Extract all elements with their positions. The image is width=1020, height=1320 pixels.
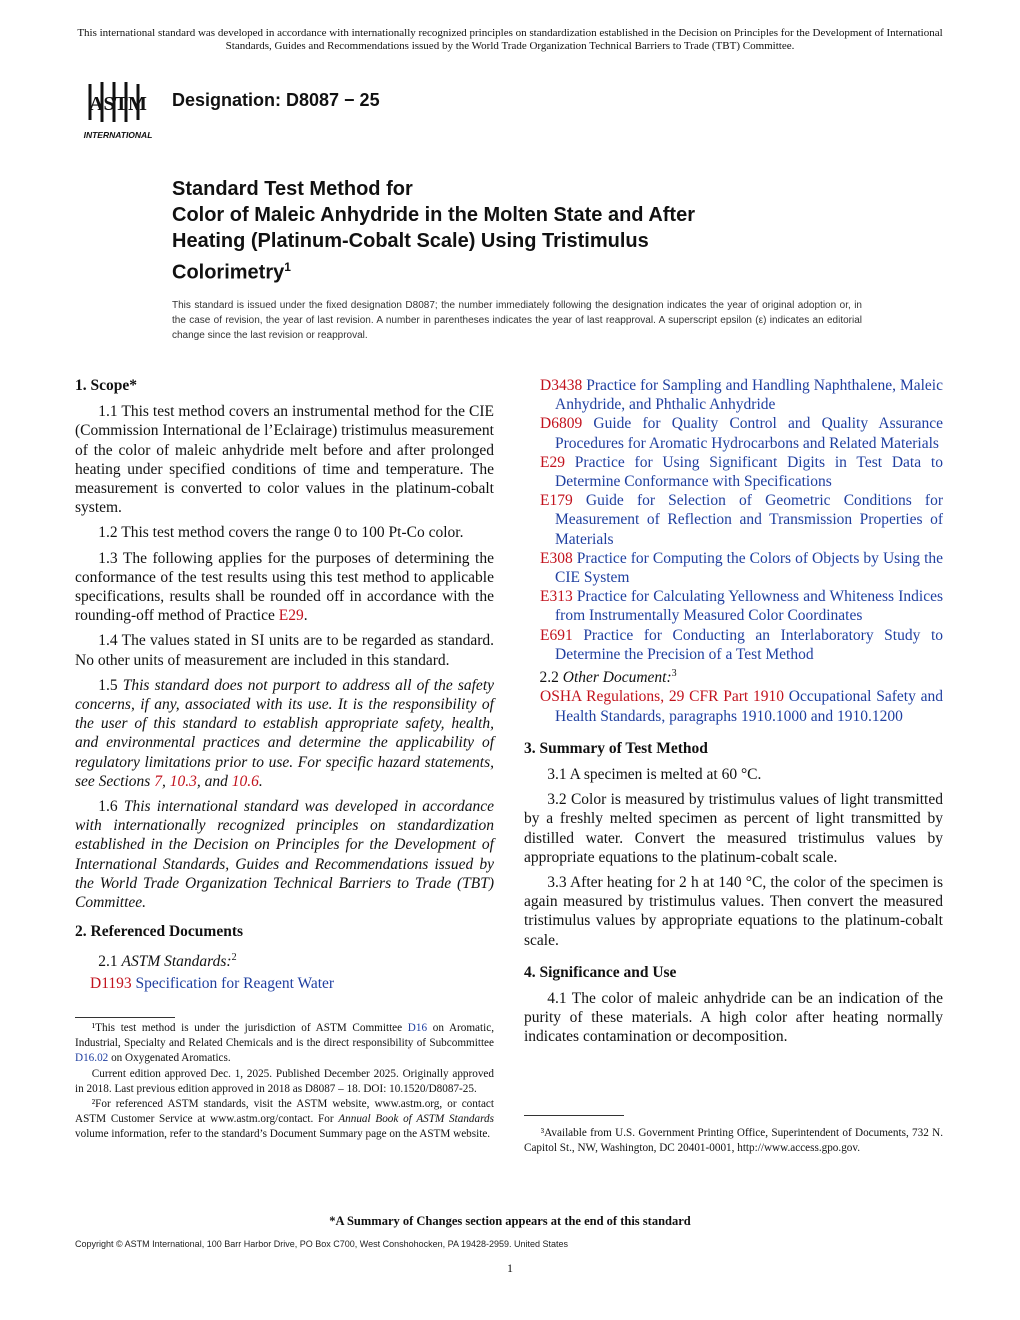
ref-osha[interactable]: OSHA Regulations, 29 CFR Part 1910 Occupational Safety and Health Standards, paragraphs 1910.1000 and 1910.1200: [540, 688, 943, 725]
link-section-10-3[interactable]: 10.3: [169, 772, 197, 790]
page-number: 1: [507, 1261, 513, 1275]
ref-d3438[interactable]: D3438 Practice for Sampling and Handling Naphthalene, Maleic Anhydride, and Phthalic Anhydride: [540, 377, 943, 414]
para-1-3: 1.3 The following applies for the purposes of determining the conformance of the test results using this test method to applicable specifications, results shall be rounded off in accordance with the rounding-off method of Practice E29.: [75, 549, 494, 625]
para-4-1: 4.1 The color of maleic anhydride can be an indication of the purity of these materials. A high color after heating normally indicates contamination or decomposition.: [524, 990, 943, 1046]
ref-e691[interactable]: E691 Practice for Conducting an Interlaboratory Study to Determine the Precision of a Test Method: [540, 626, 943, 663]
link-e29[interactable]: E29: [278, 607, 304, 625]
astm-logo: [76, 76, 160, 144]
astm-standards-label: 2.1 ASTM Standards:$^2$: [98, 952, 237, 971]
footnote-3: ³Available from U.S. Government Printing Office, Superintendent of Documents, 732 N. Capitol St., NW, Washington, DC 20401-0001, http://www.access.gpo.gov.: [524, 1127, 943, 1155]
footnote-rule-right: [524, 1115, 624, 1116]
para-1-2: 1.2 This test method covers the range 0 to 100 Pt-Co color.: [98, 524, 464, 542]
svg-text:ASTM: ASTM: [89, 93, 147, 115]
right-column: [524, 376, 943, 1053]
document-title: Standard Test Method for Color of Maleic Anhydride in the Molten State and After Heating (Platinum-Cobalt Scale) Using Tristimulus Colorimetry$^1$: [172, 178, 695, 284]
para-1-4: 1.4 The values stated in SI units are to be regarded as standard. No other units of measurement are included in this standard.: [75, 632, 494, 669]
footnotes-left: [75, 1021, 494, 1143]
para-3-3: 3.3 After heating for 2 h at 140 °C, the color of the specimen is again measured by tristimulus values. Then convert the measured tristimulus values by appropriate equations to the platinum-cobalt scale.: [524, 874, 943, 949]
ref-e308[interactable]: E308 Practice for Computing the Colors of Objects by Using the CIE System: [540, 549, 944, 587]
summary-of-changes-note: *A Summary of Changes section appears at the end of this standard: [329, 1214, 691, 1228]
footnote-1-edition: Current edition approved Dec. 1, 2025. Published December 2025. Originally approved in 2018. Last previous edition approved in 2018 as D8087 – 18. DOI: 10.1520/D8087-25.: [75, 1067, 494, 1095]
link-d16-02[interactable]: D16.02: [75, 1052, 109, 1065]
ref-d6809[interactable]: D6809 Guide for Quality Control and Quality Assurance Procedures for Aromatic Hydrocarbons and Related Materials: [540, 415, 943, 452]
ref-d1193[interactable]: D1193 Specification for Reagent Water: [90, 974, 335, 992]
para-1-6: 1.6 This international standard was developed in accordance with internationally recognized principles on standardization established in the Decision on Principles for the Development of International Standards, Guides and Recommendations issued by the World Trade Organization Technical Barriers to Trade (TBT) Committee.: [75, 798, 495, 912]
footnote-1: ¹This test method is under the jurisdiction of ASTM Committee D16 on Aromatic, Industrial, Specialty and Related Chemicals and is the direct responsibility of Subcommittee D16.02 on Oxygenated Aromatics.: [75, 1022, 494, 1065]
ref-e179[interactable]: E179 Guide for Selection of Geometric Conditions for Measurement of Reflection and Transmission Properties of Materials: [540, 492, 943, 548]
issue-note: This standard is issued under the fixed designation D8087; the number immediately following the designation indicates the year of original adoption or, in the case of revision, the year of last revision. A number in parentheses indicates the year of last reapproval. A superscript epsilon (ε) indicates an editorial change since the last revision or reapproval.: [172, 300, 862, 341]
section-heading-scope: 1. Scope*: [75, 377, 137, 394]
wto-notice: This international standard was developed in accordance with internationally recognized principles on standardization established in the Decision on Principles for the Development of International Standards, Guides and Recommendations issued by the World Trade Organization Technical Barriers to Trade (TBT) Committee.: [77, 27, 943, 52]
section-heading-summary: 3. Summary of Test Method: [524, 739, 708, 757]
section-heading-significance: 4. Significance and Use: [524, 963, 677, 981]
other-document-label: 2.2 Other Document:$^3$: [539, 668, 677, 687]
footnotes-right: [524, 1126, 943, 1156]
para-3-2: 3.2 Color is measured by tristimulus values of light transmitted by a freshly melted specimen as percent of light transmitted by distilled water. Convert the measured tristimulus values by appropriate equations to the platinum-cobalt scale.: [524, 791, 943, 866]
ref-e313[interactable]: E313 Practice for Calculating Yellowness and Whiteness Indices from Instrumentally Measured Color Coordinates: [540, 588, 944, 625]
footnote-2: ²For referenced ASTM standards, visit the ASTM website, www.astm.org, or contact ASTM Customer Service at www.astm.org/contact. For Annual Book of ASTM Standards volume information, refer to the standard’s Document Summary page on the ASTM website.: [75, 1098, 494, 1141]
copyright: Copyright © ASTM International, 100 Barr Harbor Drive, PO Box C700, West Conshohocken, PA 19428-2959. United States: [75, 1239, 569, 1249]
logo-wordmark: INTERNATIONAL: [83, 130, 153, 140]
footnote-rule-left: [75, 1017, 175, 1018]
section-heading-referenced: 2. Referenced Documents: [75, 923, 244, 941]
para-1-5: 1.5 This standard does not purport to address all of the safety concerns, if any, associated with its use. It is the responsibility of the user of this standard to establish appropriate safety, health, and environmental practices and determine the applicability of regulatory limitations prior to use. For specific hazard statements, see Sections 7, 10.3, and 10.6.: [75, 676, 495, 790]
para-3-1: 3.1 A specimen is melted at 60 °C.: [547, 766, 762, 784]
ref-e29[interactable]: E29 Practice for Using Significant Digits in Test Data to Determine Conformance with Specifications: [540, 453, 943, 491]
left-column: [75, 376, 494, 993]
link-section-10-6[interactable]: 10.6: [231, 772, 259, 790]
link-d16[interactable]: D16: [407, 1022, 428, 1034]
para-1-1: 1.1 This test method covers an instrumental method for the CIE (Commission International de l’Eclairage) tristimulus measurement of the color of maleic anhydride melt before and after prolonged heating under specified conditions of time and temperature. The measurement is converted to color values in the platinum-cobalt system.: [75, 403, 494, 517]
designation: Designation: D8087 − 25: [172, 90, 380, 110]
link-section-7[interactable]: 7: [154, 772, 162, 790]
